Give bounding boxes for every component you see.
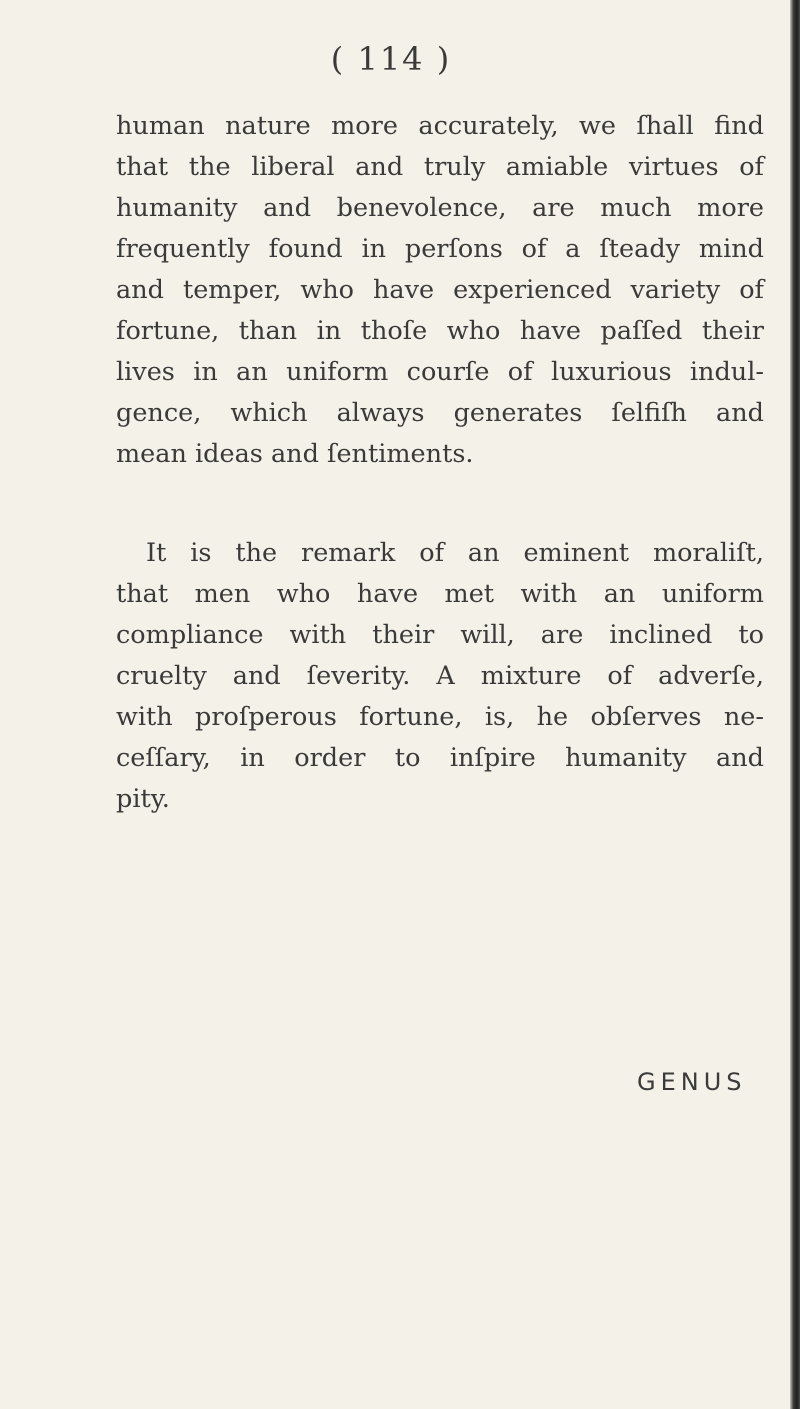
- text-line: mean ideas and ſentiments.: [116, 439, 474, 469]
- text-line: human nature more accurately, we ſhall find: [116, 111, 764, 141]
- text-line: cruelty and ſeverity. A mixture of adverſe,: [116, 661, 764, 691]
- page-number: ( 114 ): [330, 40, 452, 78]
- catchword: GENUS: [637, 1068, 747, 1096]
- text-line: pity.: [116, 784, 170, 814]
- text-line: It is the remark of an eminent moraliſt,: [146, 538, 764, 568]
- paragraph-2: [116, 533, 764, 820]
- text-line: with proſperous fortune, is, he obſerves ne-: [116, 702, 764, 732]
- page-edge-shadow: [790, 0, 800, 1409]
- text-line: fortune, than in thoſe who have paſſed their: [116, 316, 764, 346]
- text-line: that the liberal and truly amiable virtues of: [116, 152, 764, 182]
- text-line: gence, which always generates ſelfiſh and: [116, 398, 764, 428]
- text-line: compliance with their will, are inclined to: [116, 620, 764, 650]
- text-line: ceſſary, in order to inſpire humanity and: [116, 743, 764, 773]
- paragraph-1: [116, 106, 764, 475]
- text-line: humanity and benevolence, are much more: [116, 193, 764, 223]
- text-line: lives in an uniform courſe of luxurious indul-: [116, 357, 764, 387]
- paragraph-spacer: [116, 475, 764, 533]
- text-line: and temper, who have experienced variety of: [116, 275, 764, 305]
- text-line: that men who have met with an uniform: [116, 579, 764, 609]
- text-line: frequently found in perſons of a ſteady mind: [116, 234, 764, 264]
- body-text: [116, 106, 764, 820]
